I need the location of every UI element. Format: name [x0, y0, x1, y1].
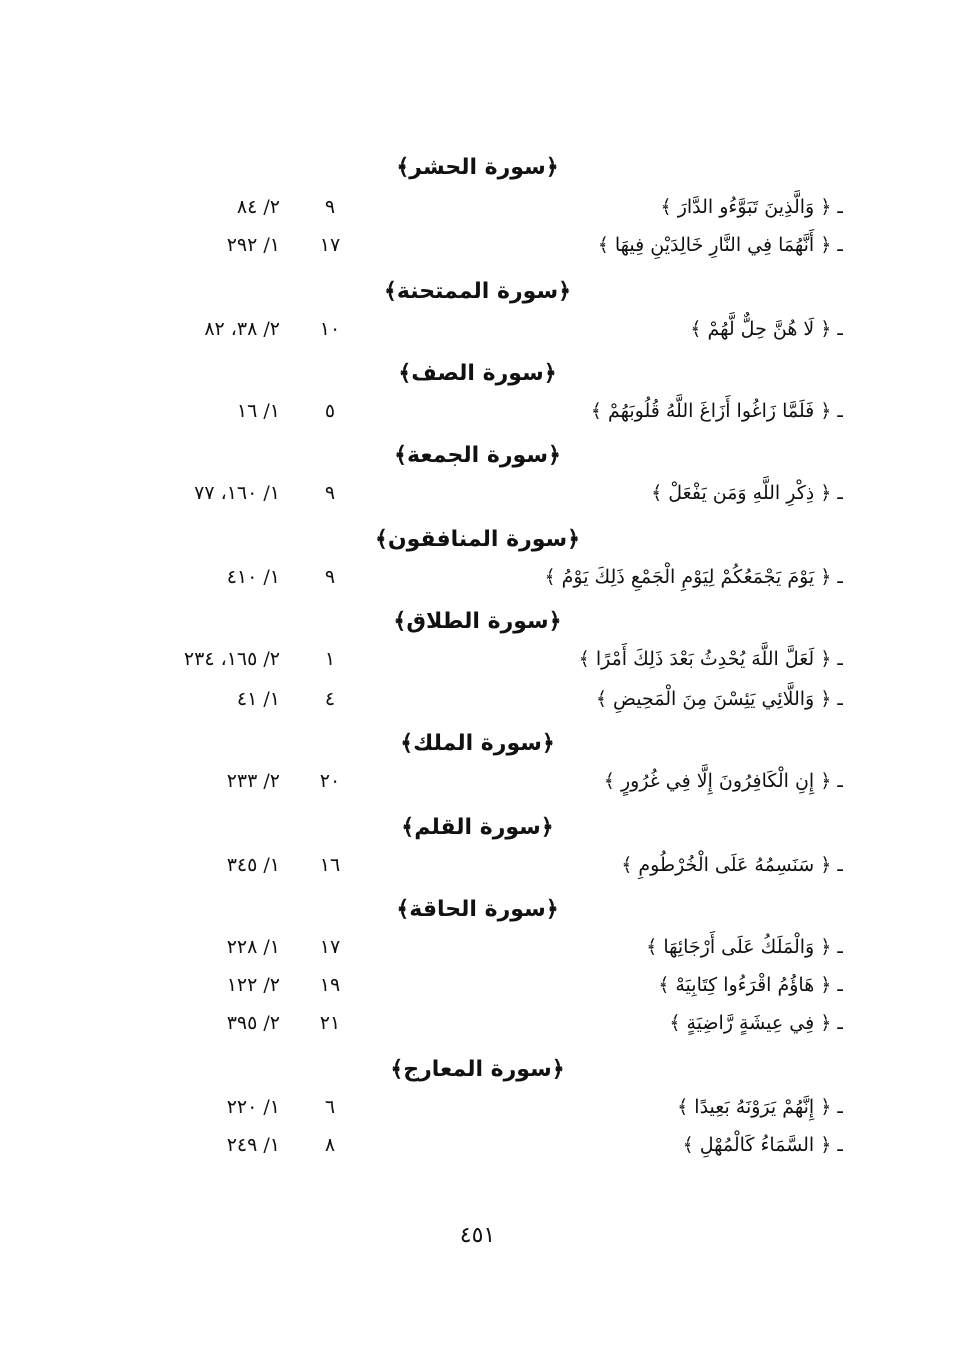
index-row: [0, 1088, 955, 1126]
verse-text: ـ ﴿ لَعَلَّ اللَّهَ يُحْدِثُ بَعْدَ ذَلِكَ أَمْرًا ﴾: [578, 648, 843, 670]
page-reference: ١/ ٢٢٠: [226, 1096, 280, 1118]
ayah-number: ٦: [324, 1096, 336, 1118]
verse-text: ـ ﴿ إِنِ الْكَافِرُونَ إِلَّا فِي غُرُورٍ ﴾: [603, 770, 843, 792]
index-row: [0, 1004, 955, 1042]
verse-text: ـ ﴿ ذِكْرِ اللَّهِ وَمَن يَفْعَلْ ﴾: [651, 482, 843, 504]
ayah-number: ١٩: [319, 974, 341, 996]
sura-heading-maarij: ﴿سورة المعارج﴾: [390, 1057, 565, 1082]
index-row: [0, 966, 955, 1004]
sura-heading-mulk: ﴿سورة الملك﴾: [400, 731, 555, 756]
ayah-number: ٩: [324, 566, 336, 588]
verse-text: ـ ﴿ لَا هُنَّ حِلٌّ لَّهُمْ ﴾: [690, 318, 843, 340]
ayah-number: ٩: [324, 196, 336, 218]
page-reference: ٢/ ٣٩٥: [226, 1012, 280, 1034]
index-row: [0, 226, 955, 264]
verse-text: ـ ﴿ وَالَّذِينَ تَبَوَّءُو الدَّارَ ﴾: [660, 196, 843, 218]
sura-heading-hashr: ﴿سورة الحشر﴾: [396, 155, 559, 180]
index-row: [0, 392, 955, 430]
index-row: [0, 640, 955, 678]
page-reference: ٢/ ١٦٥، ٢٣٤: [183, 648, 280, 670]
verse-text: ـ ﴿ يَوْمَ يَجْمَعُكُمْ لِيَوْمِ الْجَمْعِ ذَلِكَ يَوْمُ ﴾: [544, 566, 843, 588]
ayah-number: ١٧: [319, 234, 341, 256]
sura-heading-jumua: ﴿سورة الجمعة﴾: [394, 443, 561, 468]
verse-text: ـ ﴿ فَلَمَّا زَاغُوا أَزَاغَ اللَّهُ قُلُوبَهُمْ ﴾: [590, 400, 843, 422]
page-reference: ١/ ٢٢٨: [226, 936, 280, 958]
sura-heading-qalam: ﴿سورة القلم﴾: [401, 815, 554, 840]
index-row: [0, 680, 955, 718]
ayah-number: ٩: [324, 482, 336, 504]
ayah-number: ١٦: [319, 854, 341, 876]
page-reference: ٢/ ١٢٢: [226, 974, 280, 996]
page-reference: ٢/ ٨٤: [236, 196, 280, 218]
ayah-number: ٨: [324, 1134, 336, 1156]
verse-text: ـ ﴿ أَنَّهُمَا فِي النَّارِ خَالِدَيْنِ فِيهَا ﴾: [597, 234, 843, 256]
verse-text: ـ ﴿ السَّمَاءُ كَالْمُهْلِ ﴾: [682, 1134, 843, 1156]
sura-heading-talaq: ﴿سورة الطلاق﴾: [393, 609, 562, 634]
page-reference: ١/ ٢٤٩: [226, 1134, 280, 1156]
ayah-number: ٤: [324, 688, 336, 710]
sura-heading-munafiqun: ﴿سورة المنافقون﴾: [374, 527, 581, 552]
index-row: [0, 1126, 955, 1164]
page-reference: ٢/ ٣٨، ٨٢: [204, 318, 280, 340]
sura-heading-haqqa: ﴿سورة الحاقة﴾: [396, 897, 559, 922]
page-reference: ١/ ٣٤٥: [226, 854, 280, 876]
index-row: [0, 762, 955, 800]
sura-heading-mumtahana: ﴿سورة الممتحنة﴾: [384, 279, 571, 304]
index-row: [0, 846, 955, 884]
index-row: [0, 474, 955, 512]
page-reference: ١/ ٢٩٢: [226, 234, 280, 256]
verse-text: ـ ﴿ فِي عِيشَةٍ رَّاضِيَةٍ ﴾: [669, 1012, 843, 1034]
verse-text: ـ ﴿ إِنَّهُمْ يَرَوْنَهُ بَعِيدًا ﴾: [677, 1096, 843, 1118]
ayah-number: ٢١: [319, 1012, 341, 1034]
index-row: [0, 928, 955, 966]
page-reference: ١/ ١٦: [236, 400, 280, 422]
ayah-number: ١: [324, 648, 336, 670]
index-row: [0, 310, 955, 348]
page-number: ٤٥١: [459, 1223, 496, 1248]
ayah-number: ١٠: [319, 318, 341, 340]
verse-text: ـ ﴿ سَنَسِمُهُ عَلَى الْخُرْطُومِ ﴾: [621, 854, 843, 876]
sura-heading-saff: ﴿سورة الصف﴾: [398, 361, 557, 386]
verse-text: ـ ﴿ وَاللَّائِي يَئِسْنَ مِنَ الْمَحِيضِ ﴾: [595, 688, 843, 710]
index-row: [0, 188, 955, 226]
ayah-number: ٢٠: [319, 770, 341, 792]
page-reference: ١/ ١٦٠، ٧٧: [194, 482, 280, 504]
verse-text: ـ ﴿ وَالْمَلَكُ عَلَى أَرْجَائِهَا ﴾: [646, 936, 843, 958]
ayah-number: ٥: [324, 400, 336, 422]
verse-text: ـ ﴿ هَاؤُمُ اقْرَءُوا كِتَابِيَهْ ﴾: [658, 974, 843, 996]
page-reference: ١/ ٤١: [236, 688, 280, 710]
page-reference: ٢/ ٢٣٣: [226, 770, 280, 792]
index-row: [0, 558, 955, 596]
page-reference: ١/ ٤١٠: [226, 566, 280, 588]
ayah-number: ١٧: [319, 936, 341, 958]
